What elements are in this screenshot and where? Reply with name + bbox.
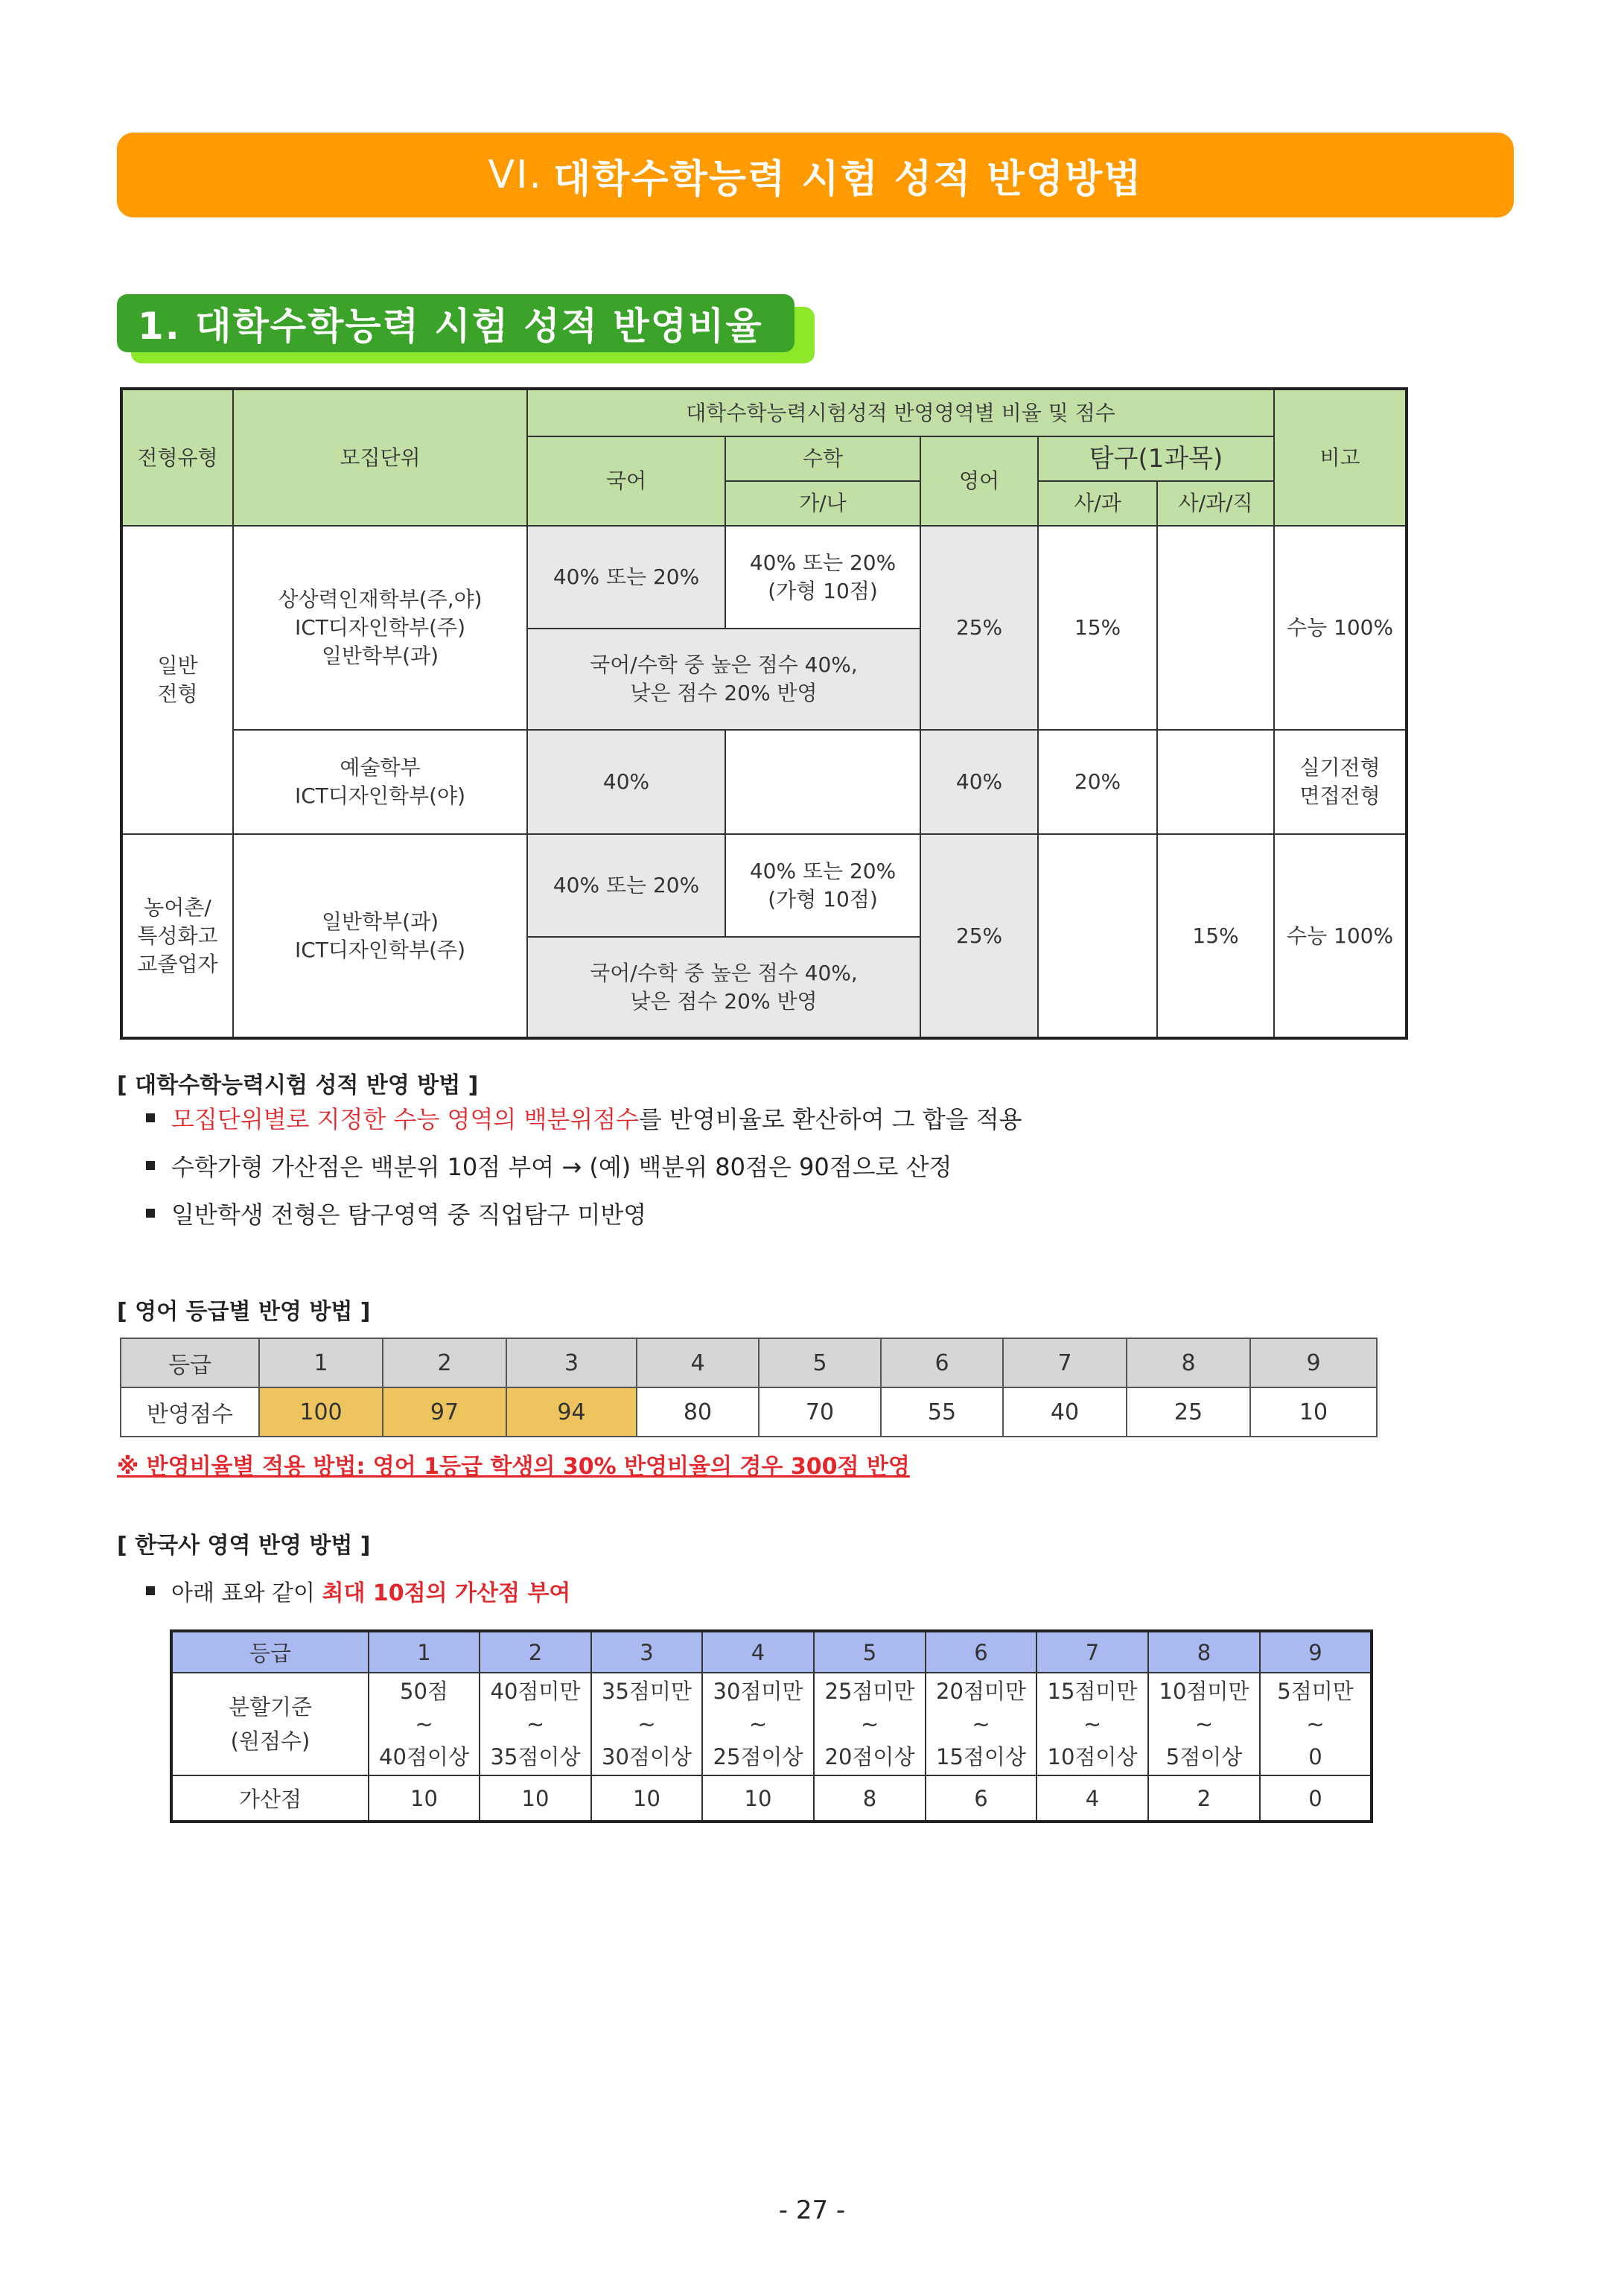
bonus-cell: 8: [814, 1775, 926, 1822]
criteria-label: [171, 1673, 369, 1775]
criteria-cell: [591, 1673, 702, 1775]
score-cell: 70: [759, 1387, 881, 1437]
criteria-tilde: ~: [526, 1711, 545, 1737]
bullet-square-icon: [146, 1113, 155, 1122]
grade-cell: 1: [259, 1338, 383, 1387]
criteria-lower: 40점이상: [379, 1744, 469, 1769]
unit-line: 일반학부(과): [321, 643, 439, 668]
header-korean: 국어: [527, 436, 725, 526]
note-cell: 수능 100%: [1274, 526, 1407, 730]
criteria-lower: 30점이상: [602, 1744, 692, 1769]
score-cell: 80: [637, 1387, 759, 1437]
unit-line: 일반학부(과): [321, 909, 439, 934]
grade-cell: 4: [702, 1631, 814, 1673]
type-general-line: 전형: [157, 681, 198, 706]
unit-line: ICT디자인학부(주): [294, 615, 466, 640]
grade-cell: 6: [881, 1338, 1003, 1387]
korean-ratio: 40% 또는 20%: [527, 834, 725, 937]
english-method-header: [ 영어 등급별 반영 방법 ]: [117, 1299, 371, 1325]
korean-ratio: 40% 또는 20%: [527, 526, 725, 629]
math-ratio-line: (가형 10점): [768, 579, 878, 603]
score-label: 반영점수: [121, 1387, 259, 1437]
criteria-upper: 10점미만: [1159, 1679, 1249, 1704]
header-group: 대학수학능력시험성적 반영영역별 비율 및 점수: [527, 389, 1274, 436]
method-header: [ 대학수학능력시험 성적 반영 방법 ]: [117, 1072, 479, 1098]
method-bullet-2-text: 수학가형 가산점은 백분위 10점 부여 → (예) 백분위 80점은 90점으로 산정: [171, 1153, 952, 1181]
grade-label: 등급: [121, 1338, 259, 1387]
criteria-lower: 35점이상: [490, 1744, 581, 1769]
criteria-upper: 35점미만: [602, 1679, 692, 1704]
bonus-cell: 0: [1260, 1775, 1372, 1822]
suneung-ratio-table: [120, 387, 1408, 1040]
type-general: [121, 526, 233, 834]
score-cell: 100: [259, 1387, 383, 1437]
math-ratio-line: 40% 또는 20%: [749, 550, 897, 575]
criteria-cell: [1037, 1673, 1148, 1775]
math-ratio: [725, 834, 920, 937]
criteria-tilde: ~: [637, 1711, 656, 1737]
chapter-banner: [117, 133, 1514, 217]
criteria-lower: 10점이상: [1047, 1744, 1138, 1769]
criteria-cell: [480, 1673, 591, 1775]
criteria-tilde: ~: [1306, 1711, 1325, 1737]
grade-cell: 7: [1037, 1631, 1148, 1673]
tamgu-b-ratio: [1157, 730, 1274, 834]
header-type: 전형유형: [121, 389, 233, 526]
header-note: 비고: [1274, 389, 1407, 526]
combined-line: 국어/수학 중 높은 점수 40%,: [590, 960, 858, 985]
grade-cell: 8: [1127, 1338, 1250, 1387]
grade-cell: 5: [814, 1631, 926, 1673]
criteria-cell: [1148, 1673, 1260, 1775]
combined-line: 낮은 점수 20% 반영: [630, 988, 818, 1014]
bullet-square-icon: [146, 1586, 155, 1595]
unit-general-r2: [233, 730, 527, 834]
unit-line: 상상력인재학부(주,야): [278, 587, 483, 611]
note-line: 실기전형: [1299, 755, 1381, 780]
criteria-label-line: (원점수): [230, 1729, 311, 1754]
unit-line: ICT디자인학부(야): [294, 783, 466, 808]
bonus-cell: 4: [1037, 1775, 1148, 1822]
grade-cell: 8: [1148, 1631, 1260, 1673]
method-bullet-3-text: 일반학생 전형은 탐구영역 중 직업탐구 미반영: [171, 1201, 647, 1229]
method-bullet-1-highlight: 모집단위별로 지정한 수능 영역의 백분위점수: [171, 1105, 640, 1133]
type-rural-line: 특성화고: [137, 923, 218, 948]
section-title: 1. 대학수학능력 시험 성적 반영비율: [117, 294, 795, 352]
criteria-tilde: ~: [748, 1711, 768, 1737]
tamgu-a-ratio: 15%: [1038, 526, 1157, 730]
grade-cell: 2: [480, 1631, 591, 1673]
history-bullet-text: 아래 표와 같이: [171, 1580, 315, 1606]
english-ratio: 25%: [920, 526, 1038, 730]
criteria-lower: 20점이상: [824, 1744, 915, 1769]
score-cell: 25: [1127, 1387, 1250, 1437]
chapter-title: 대학수학능력 시험 성적 반영방법: [553, 156, 1143, 202]
grade-label: 등급: [171, 1631, 369, 1673]
grade-cell: 2: [383, 1338, 506, 1387]
criteria-cell: [814, 1673, 926, 1775]
grade-cell: 3: [591, 1631, 702, 1673]
grade-cell: 6: [926, 1631, 1037, 1673]
criteria-upper: 15점미만: [1047, 1679, 1138, 1704]
math-ratio-line: (가형 10점): [768, 887, 878, 912]
method-bullet-1-text: 를 반영비율로 환산하여 그 합을 적용: [639, 1105, 1022, 1133]
korean-ratio: 40%: [527, 730, 725, 834]
criteria-tilde: ~: [415, 1711, 433, 1737]
unit-general-r1: [233, 526, 527, 730]
grade-cell: 7: [1003, 1338, 1127, 1387]
header-english: 영어: [920, 436, 1038, 526]
score-cell: 94: [506, 1387, 637, 1437]
score-cell: 97: [383, 1387, 506, 1437]
type-rural-line: 농어촌/: [144, 894, 211, 920]
math-ratio: [725, 730, 920, 834]
method-bullet-3: [146, 1196, 646, 1230]
tamgu-a-ratio: 20%: [1038, 730, 1157, 834]
combined-ratio: [527, 937, 920, 1038]
grade-cell: 3: [506, 1338, 637, 1387]
criteria-lower: 15점이상: [936, 1744, 1026, 1769]
grade-cell: 1: [369, 1631, 480, 1673]
header-math: 수학: [725, 436, 920, 481]
criteria-tilde: ~: [1194, 1711, 1214, 1737]
method-bullet-1: [146, 1101, 1022, 1135]
english-grade-table: [120, 1338, 1378, 1437]
english-ratio: 25%: [920, 834, 1038, 1038]
tamgu-b-ratio: [1157, 526, 1274, 730]
criteria-cell: [369, 1673, 480, 1775]
tamgu-b-ratio: 15%: [1157, 834, 1274, 1038]
grade-cell: 9: [1260, 1631, 1372, 1673]
criteria-cell: [702, 1673, 814, 1775]
bonus-label: 가산점: [171, 1775, 369, 1822]
math-ratio-line: 40% 또는 20%: [749, 859, 897, 883]
criteria-upper: 30점미만: [713, 1679, 803, 1704]
unit-line: ICT디자인학부(주): [294, 937, 466, 962]
bonus-cell: 10: [480, 1775, 591, 1822]
note-cell: 수능 100%: [1274, 834, 1407, 1038]
criteria-lower: 5점이상: [1165, 1744, 1243, 1769]
type-general-line: 일반: [157, 653, 198, 678]
bonus-cell: 10: [369, 1775, 480, 1822]
bullet-square-icon: [146, 1209, 155, 1218]
math-ratio: [725, 526, 920, 629]
history-method-header: [ 한국사 영역 반영 방법 ]: [117, 1533, 371, 1559]
grade-cell: 9: [1250, 1338, 1377, 1387]
header-tamgu-a: 사/과: [1038, 481, 1157, 526]
note-cell: [1274, 730, 1407, 834]
criteria-cell: [1260, 1673, 1372, 1775]
header-tamgu: 탐구(1과목): [1038, 436, 1274, 481]
header-tamgu-b: 사/과/직: [1157, 481, 1274, 526]
criteria-upper: 5점미만: [1277, 1679, 1354, 1704]
bullet-square-icon: [146, 1161, 155, 1170]
criteria-upper: 25점미만: [824, 1679, 915, 1704]
grade-cell: 4: [637, 1338, 759, 1387]
criteria-lower: 25점이상: [713, 1744, 803, 1769]
grade-cell: 5: [759, 1338, 881, 1387]
method-bullet-2: [146, 1148, 952, 1183]
header-unit: 모집단위: [233, 389, 527, 526]
criteria-tilde: ~: [1083, 1711, 1102, 1737]
combined-ratio: [527, 629, 920, 730]
bonus-cell: 10: [591, 1775, 702, 1822]
chapter-number: VI.: [488, 153, 543, 197]
english-ratio: 40%: [920, 730, 1038, 834]
history-grade-table: [170, 1629, 1373, 1823]
english-note: ※ 반영비율별 적용 방법: 영어 1등급 학생의 30% 반영비율의 경우 300점 반영: [117, 1454, 910, 1480]
bonus-cell: 6: [926, 1775, 1037, 1822]
type-rural-line: 교졸업자: [137, 951, 218, 976]
page-number: - 27 -: [778, 2195, 846, 2225]
criteria-tilde: ~: [972, 1711, 990, 1737]
note-line: 면접전형: [1299, 783, 1381, 808]
bonus-cell: 10: [702, 1775, 814, 1822]
bonus-cell: 2: [1148, 1775, 1260, 1822]
unit-line: 예술학부: [340, 755, 421, 780]
type-rural: [121, 834, 233, 1038]
history-bullet-highlight: 최대 10점의 가산점 부여: [322, 1580, 571, 1606]
criteria-upper: 20점미만: [936, 1679, 1026, 1704]
score-cell: 10: [1250, 1387, 1377, 1437]
score-cell: 55: [881, 1387, 1003, 1437]
tamgu-a-ratio: [1038, 834, 1157, 1038]
criteria-lower: 0: [1308, 1744, 1322, 1769]
criteria-tilde: ~: [860, 1711, 879, 1737]
criteria-cell: [926, 1673, 1037, 1775]
score-cell: 40: [1003, 1387, 1127, 1437]
combined-line: 낮은 점수 20% 반영: [630, 681, 818, 705]
combined-line: 국어/수학 중 높은 점수 40%,: [590, 652, 858, 677]
criteria-upper: 50점: [400, 1679, 448, 1704]
unit-rural: [233, 834, 527, 1038]
criteria-label-line: 분할기준: [228, 1694, 313, 1720]
header-math-sub: 가/나: [725, 481, 920, 526]
criteria-upper: 40점미만: [490, 1679, 581, 1704]
history-bullet: [146, 1574, 570, 1607]
